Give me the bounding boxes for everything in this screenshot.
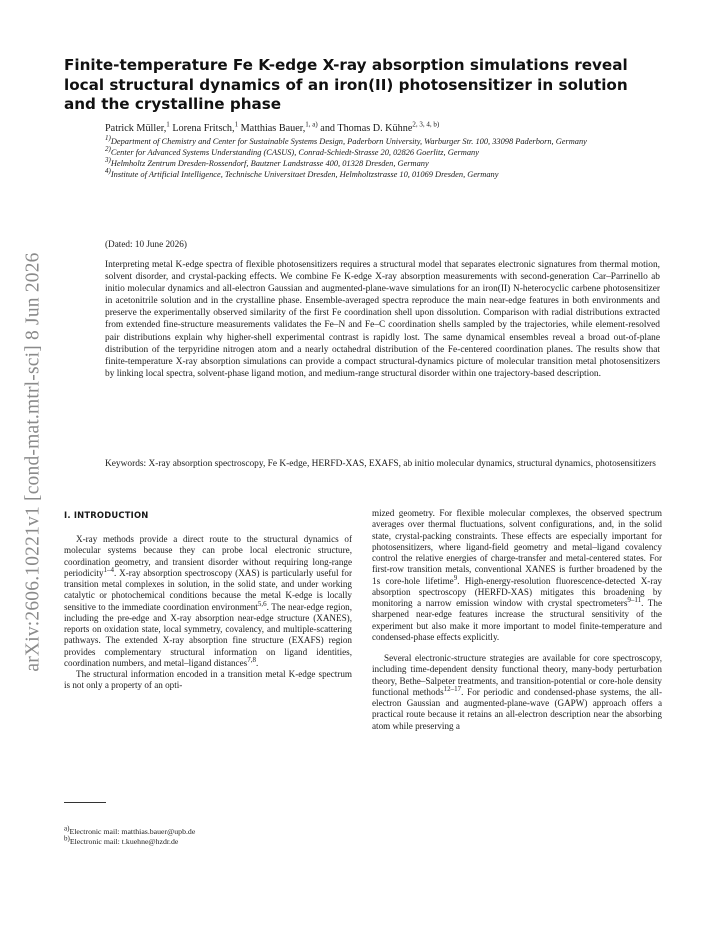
left-column (64, 534, 352, 692)
footnote-text: Electronic mail: t.kuehne@hzdr.de (69, 837, 179, 846)
paragraph-text: . (255, 657, 259, 668)
affiliation-text: Center for Advanced Systems Understanding (CASUS), Conrad-Schiedt-Strasse 20, 02826 Goerlitz, Germany (110, 148, 479, 157)
footnote-marker: b) (64, 834, 70, 843)
paragraph-text: Several electronic-structure strategies are available for core spectroscopy, including time-dependent density functional theory, many-body perturbation theory, Bethe–Salpeter treatments, and transition-potential or core-hole density functional methods (372, 653, 662, 697)
section-heading: I. INTRODUCTION (64, 510, 149, 520)
arxiv-identifier: arXiv:2606.10221v1 [cond-mat.mtrl-sci] 8 Jun 2026 (23, 252, 45, 672)
paragraph-text: The structural information encoded in a transition metal K-edge spectrum is not only a property of an opti- (64, 669, 352, 691)
paragraph (372, 508, 662, 643)
affiliation (105, 158, 665, 169)
footnotes (64, 824, 352, 847)
affiliation (105, 147, 665, 158)
arxiv-identifier-stamp (12, 212, 56, 712)
paragraph-text: mized geometry. For flexible molecular complexes, the observed spectrum averages over thermal fluctuations, solvent configurations, and, in the solid state, crystal-packing constraints. These effects are especially important for photosensitizers, where ligand-field geometry and metal–ligand covalency control the relative energies of charge-transfer and metal-centered states. For first-row transition metals, conventional XANES is further broadened by the 1s core-hole lifetime (372, 508, 662, 586)
paragraph-text: X-ray methods provide a direct route to the structural dynamics of molecular systems because they can probe local electronic structure, coordination geometry, and transient disorder without requiring long-range periodicity (64, 534, 352, 578)
footnote (64, 824, 352, 837)
citation-superscript: 9–11 (627, 595, 642, 604)
footnote-marker: a) (64, 824, 70, 833)
citation-superscript: 7,8 (247, 655, 256, 664)
footnote-text: Electronic mail: matthias.bauer@upb.de (69, 827, 196, 836)
keywords: Keywords: X-ray absorption spectroscopy, Fe K-edge, HERFD-XAS, EXAFS, ab initio molecular dynamics, structural dynamics, photosensitizers (105, 459, 656, 469)
author-affiliation-marker: 2, 3, 4, b) (412, 120, 440, 129)
author-list (105, 122, 665, 135)
author-name: Lorena Fritsch, (169, 123, 235, 134)
paragraph-text: . The sharpened near-edge features increase the structural sensitivity of the experiment but also make it more important to model finite-temperature and condensed-phase effects explicitly. (372, 598, 662, 642)
affiliation-text: Helmholtz Zentrum Dresden-Rossendorf, Bautzner Landstrasse 400, 01328 Dresden, Germany (110, 159, 429, 168)
citation-superscript: 1–4 (103, 565, 115, 574)
affiliation-text: Department of Chemistry and Center for Sustainable Systems Design, Paderborn University, Warburger Str. 100, 33098 Paderborn, Germany (110, 137, 587, 146)
paragraph (372, 653, 662, 732)
dated-line: (Dated: 10 June 2026) (105, 239, 187, 249)
footnote-rule (64, 802, 106, 803)
author-affiliation-marker: 1 (234, 120, 239, 129)
right-column (372, 508, 662, 732)
paragraph (64, 534, 352, 669)
author-affiliation-marker: 1, a) (305, 120, 318, 129)
affiliation (105, 136, 665, 147)
paragraph-text: . For periodic and condensed-phase systems, the all-electron Gaussian and augmented-plane-wave (GAPW) approach offers a practical route because it retains an all-electron description near the absorbing atom while preserving a (372, 686, 662, 731)
footnote (64, 834, 352, 847)
citation-superscript: 5,6 (257, 599, 267, 608)
paper-title: Finite-temperature Fe K-edge X-ray absorption simulations reveal local structural dynamics of an iron(II) photosensitizer in solution and the crystalline phase (64, 56, 628, 113)
affiliation-marker: 2) (105, 145, 111, 154)
paragraph (64, 669, 352, 692)
author-name: and Thomas D. Kühne (317, 123, 413, 134)
paragraph-text: . X-ray absorption spectroscopy (XAS) is particularly useful for transition metal complexes in solution, in the solid state, and under working catalytic or photochemical conditions because the metal K-edge is locally sensitive to the immediate coordination environment (64, 567, 352, 612)
author-affiliation-marker: 1 (166, 120, 170, 129)
affiliation (105, 169, 665, 180)
affiliation-list (105, 136, 665, 180)
citation-superscript: 12–17 (443, 684, 462, 693)
affiliation-marker: 1) (105, 134, 111, 143)
citation-superscript: 9 (453, 573, 458, 582)
affiliation-marker: 4) (105, 167, 111, 176)
abstract: Interpreting metal K-edge spectra of flexible photosensitizers requires a structural model that separates electronic signatures from thermal motion, solvent disorder, and crystal-packing effects. We combine Fe K-edge X-ray absorption measurements with second-generation Car–Parrinello ab initio molecular dynamics and all-electron Gaussian and augmented-plane-wave simulations for an iron(II) N-heterocyclic carbene photosensitizer in acetonitrile solution and in the crystalline phase. Ensemble-averaged spectra reproduce the main near-edge features in both environments and preserve the experimentally observed similarity of the first Fe coordination shell upon dissolution. Comparison with radial distributions extracted from extended fine-structure measurements validates the Fe–N and Fe–C coordination shells sampled by the trajectories, while element-resolved pair distributions explain why higher-shell experimental contrast is rapidly lost. The same dynamical ensembles reveal a broad out-of-plane distribution of the terpyridine nitrogen atom and a nearly octahedral distribution of the Fe-centered coordination planes. The results show that finite-temperature X-ray absorption simulations can provide a compact structural-dynamics picture of molecular transition metal photosensitizers by linking local spectra, solvent-phase ligand motion, and medium-range structural disorder within one trajectory-based description. (105, 260, 660, 379)
author-name: Patrick Müller, (105, 123, 167, 134)
affiliation-text: Institute of Artificial Intelligence, Technische Universitaet Dresden, Helmholtzstrasse 10, 01069 Dresden, Germany (110, 170, 499, 179)
paragraph-text: . The near-edge region, including the pre-edge and X-ray absorption near-edge structure (XANES), reports on oxidation state, local symmetry, covalency, and multiple-scattering pathways. The extended X-ray absorption fine structure (EXAFS) region provides complementary structural information on ligand identities, coordination numbers, and metal–ligand distances (64, 601, 352, 668)
author-name: Matthias Bauer, (238, 123, 306, 134)
affiliation-marker: 3) (105, 156, 111, 165)
paragraph-text: . High-energy-resolution fluorescence-detected X-ray absorption spectroscopy (HERFD-XAS) mitigates this broadening by monitoring a narrow emission window with crystal spectrometers (372, 575, 662, 608)
